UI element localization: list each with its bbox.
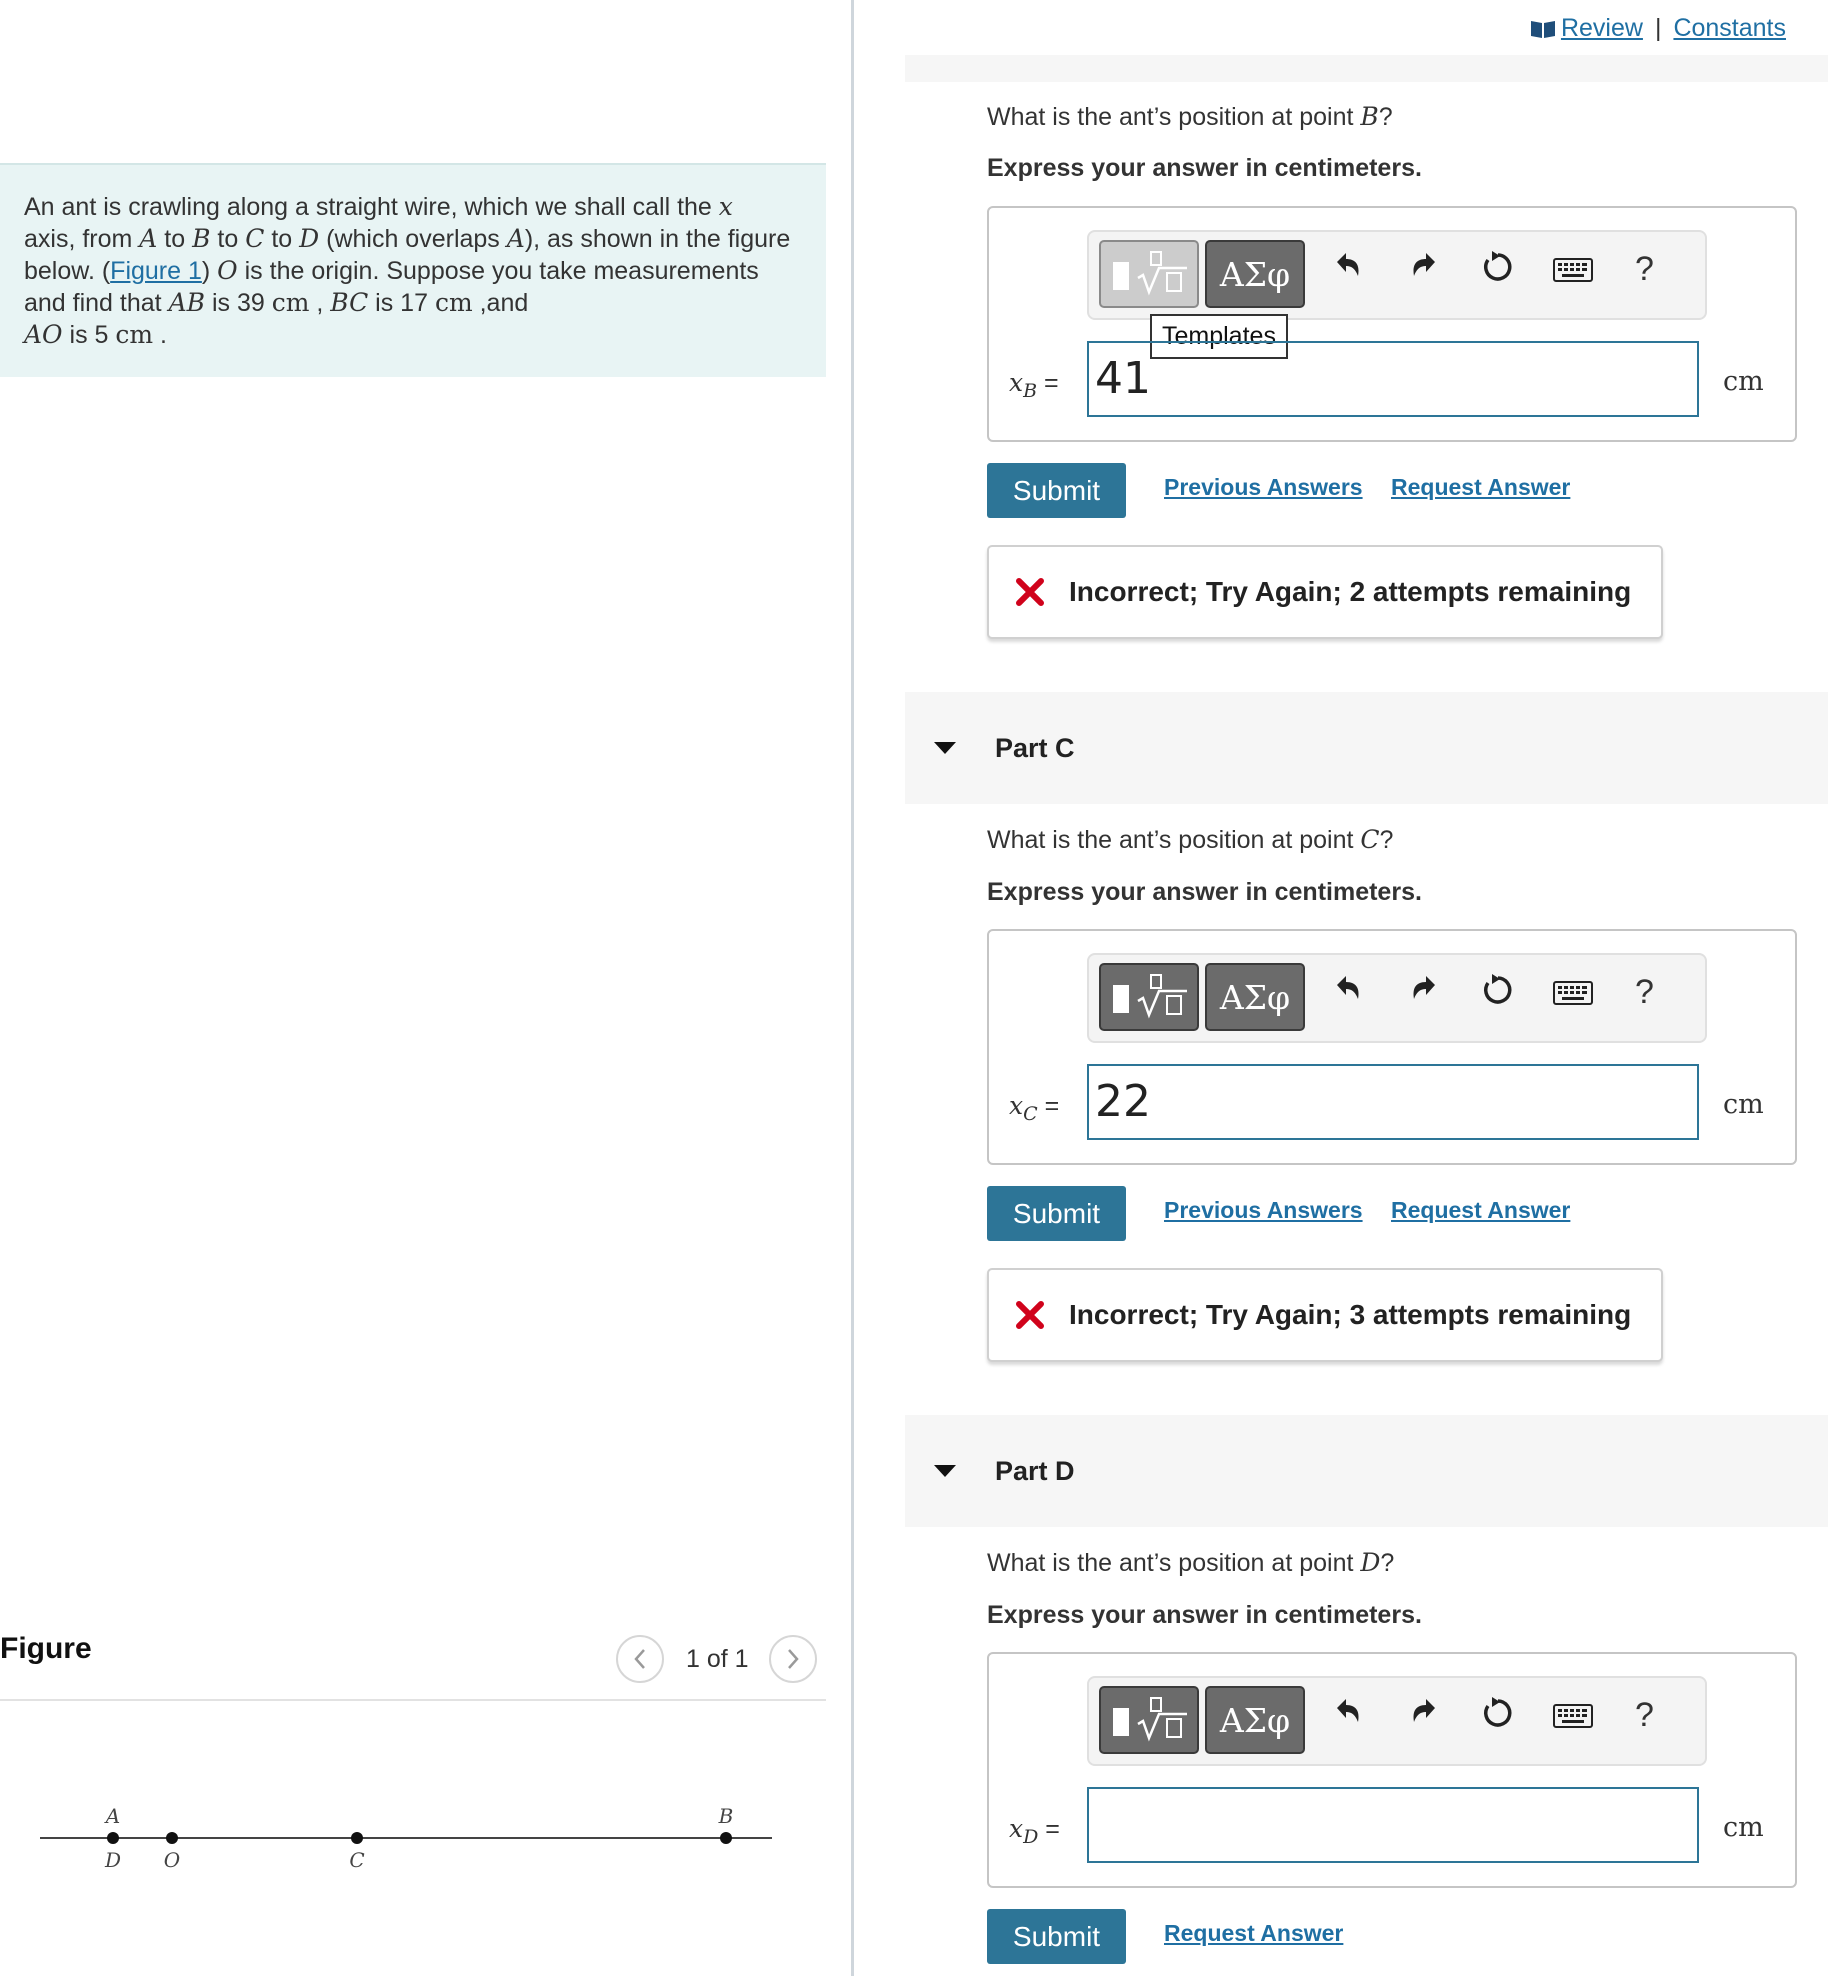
templates-icon [1107,1694,1191,1746]
point-B [720,1832,732,1844]
unit-label: cm [1723,1089,1764,1120]
part-b-instruction: Express your answer in centimeters. [987,154,1422,182]
templates-tooltip: Templates [1150,314,1288,359]
submit-button[interactable]: Submit [987,1186,1126,1241]
undo-icon [1333,973,1363,1003]
undo-icon [1333,1696,1363,1726]
math-toolbar [1087,953,1707,1043]
reset-icon [1481,250,1515,284]
variable-label: $x_B$ = [1009,368,1059,402]
part-c-answer-box [987,929,1797,1165]
templates-button[interactable] [1099,1686,1199,1754]
request-answer-link[interactable]: Request Answer [1391,1197,1571,1223]
undo-button[interactable] [1333,250,1363,280]
reset-button[interactable] [1481,1696,1515,1730]
part-d-answer-box [987,1652,1797,1888]
redo-icon [1409,973,1439,1003]
problem-statement: An ant is crawling along a straight wire, which we shall call the x axis, from A to B to C to D (which overlaps A), as shown in the figure below. (Figure 1) O is the origin. Suppose you take measurements and find that AB is 39 cm , BC is 17 cm ,and AO is 5 cm . [0,163,826,377]
label-B: B [718,1804,734,1828]
error-icon [1015,577,1045,607]
undo-button[interactable] [1333,973,1363,1003]
submit-button[interactable]: Submit [987,1909,1126,1964]
figure-link[interactable]: Figure 1 [110,257,202,285]
variable-label: $x_C$ = [1009,1091,1060,1125]
figure-divider [0,1699,826,1701]
header-links [1529,14,1786,43]
help-button[interactable]: ? [1635,250,1654,288]
reset-icon [1481,973,1515,1007]
reset-icon [1481,1696,1515,1730]
answer-input[interactable]: 41 [1087,341,1699,417]
submit-button[interactable]: Submit [987,463,1126,518]
feedback-incorrect [987,1268,1663,1362]
point-A-D [107,1832,119,1844]
review-link[interactable]: Review [1560,14,1643,42]
part-c-header[interactable] [905,692,1828,804]
redo-icon [1409,250,1439,280]
prev-figure-button[interactable] [616,1635,664,1683]
keyboard-button[interactable] [1553,258,1593,282]
part-b-header-strip [905,55,1828,82]
templates-icon [1107,248,1191,300]
math-toolbar [1087,230,1707,320]
part-label: Part C [995,732,1075,763]
part-b-question: What is the ant’s position at point B? [987,102,1393,131]
header-separator: | [1654,14,1662,42]
point-O [166,1832,178,1844]
chevron-right-icon [786,1648,800,1670]
greek-symbols-button[interactable]: ΑΣφ [1205,963,1305,1031]
unit-label: cm [1723,366,1764,397]
keyboard-icon [1553,981,1593,1005]
redo-button[interactable] [1409,1696,1439,1726]
feedback-incorrect [987,545,1663,639]
label-A: A [105,1804,121,1828]
templates-icon [1107,971,1191,1023]
request-answer-link[interactable]: Request Answer [1391,474,1571,500]
answer-input[interactable] [1087,1787,1699,1863]
keyboard-button[interactable] [1553,1704,1593,1728]
unit-label: cm [1723,1812,1764,1843]
templates-button[interactable] [1099,963,1199,1031]
undo-button[interactable] [1333,1696,1363,1726]
request-answer-link[interactable]: Request Answer [1164,1920,1344,1946]
keyboard-icon [1553,1704,1593,1728]
part-b-answer-box [987,206,1797,442]
redo-icon [1409,1696,1439,1726]
keyboard-button[interactable] [1553,981,1593,1005]
book-icon [1529,18,1557,40]
chevron-left-icon [633,1648,647,1670]
label-D: D [104,1848,122,1870]
feedback-text: Incorrect; Try Again; 3 attempts remaining [1069,1299,1632,1330]
previous-answers-link[interactable]: Previous Answers [1164,1197,1363,1223]
figure-pager [616,1634,817,1684]
pane-divider [851,0,854,1976]
collapse-triangle-icon [933,741,957,755]
number-line-figure [30,1790,780,1870]
part-c-question: What is the ant’s position at point C? [987,825,1394,854]
collapse-triangle-icon [933,1464,957,1478]
point-C [351,1832,363,1844]
undo-icon [1333,250,1363,280]
label-O: O [163,1848,181,1870]
greek-symbols-button[interactable]: ΑΣφ [1205,240,1305,308]
greek-symbols-button[interactable]: ΑΣφ [1205,1686,1305,1754]
error-icon [1015,1300,1045,1330]
part-d-question: What is the ant’s position at point D? [987,1548,1395,1577]
part-d-instruction: Express your answer in centimeters. [987,1601,1422,1629]
redo-button[interactable] [1409,250,1439,280]
part-c-instruction: Express your answer in centimeters. [987,878,1422,906]
constants-link[interactable]: Constants [1673,14,1786,42]
variable-label: $x_D$ = [1009,1814,1060,1848]
label-C: C [349,1848,365,1870]
part-d-header[interactable] [905,1415,1828,1527]
next-figure-button[interactable] [769,1635,817,1683]
figure-title: Figure [0,1632,92,1665]
math-toolbar [1087,1676,1707,1766]
keyboard-icon [1553,258,1593,282]
previous-answers-link[interactable]: Previous Answers [1164,474,1363,500]
reset-button[interactable] [1481,250,1515,284]
page-count: 1 of 1 [686,1644,749,1673]
help-button[interactable]: ? [1635,973,1654,1011]
answer-input[interactable]: 22 [1087,1064,1699,1140]
reset-button[interactable] [1481,973,1515,1007]
feedback-text: Incorrect; Try Again; 2 attempts remaining [1069,576,1632,607]
help-button[interactable]: ? [1635,1696,1654,1734]
templates-button[interactable] [1099,240,1199,308]
part-label: Part D [995,1455,1075,1486]
redo-button[interactable] [1409,973,1439,1003]
